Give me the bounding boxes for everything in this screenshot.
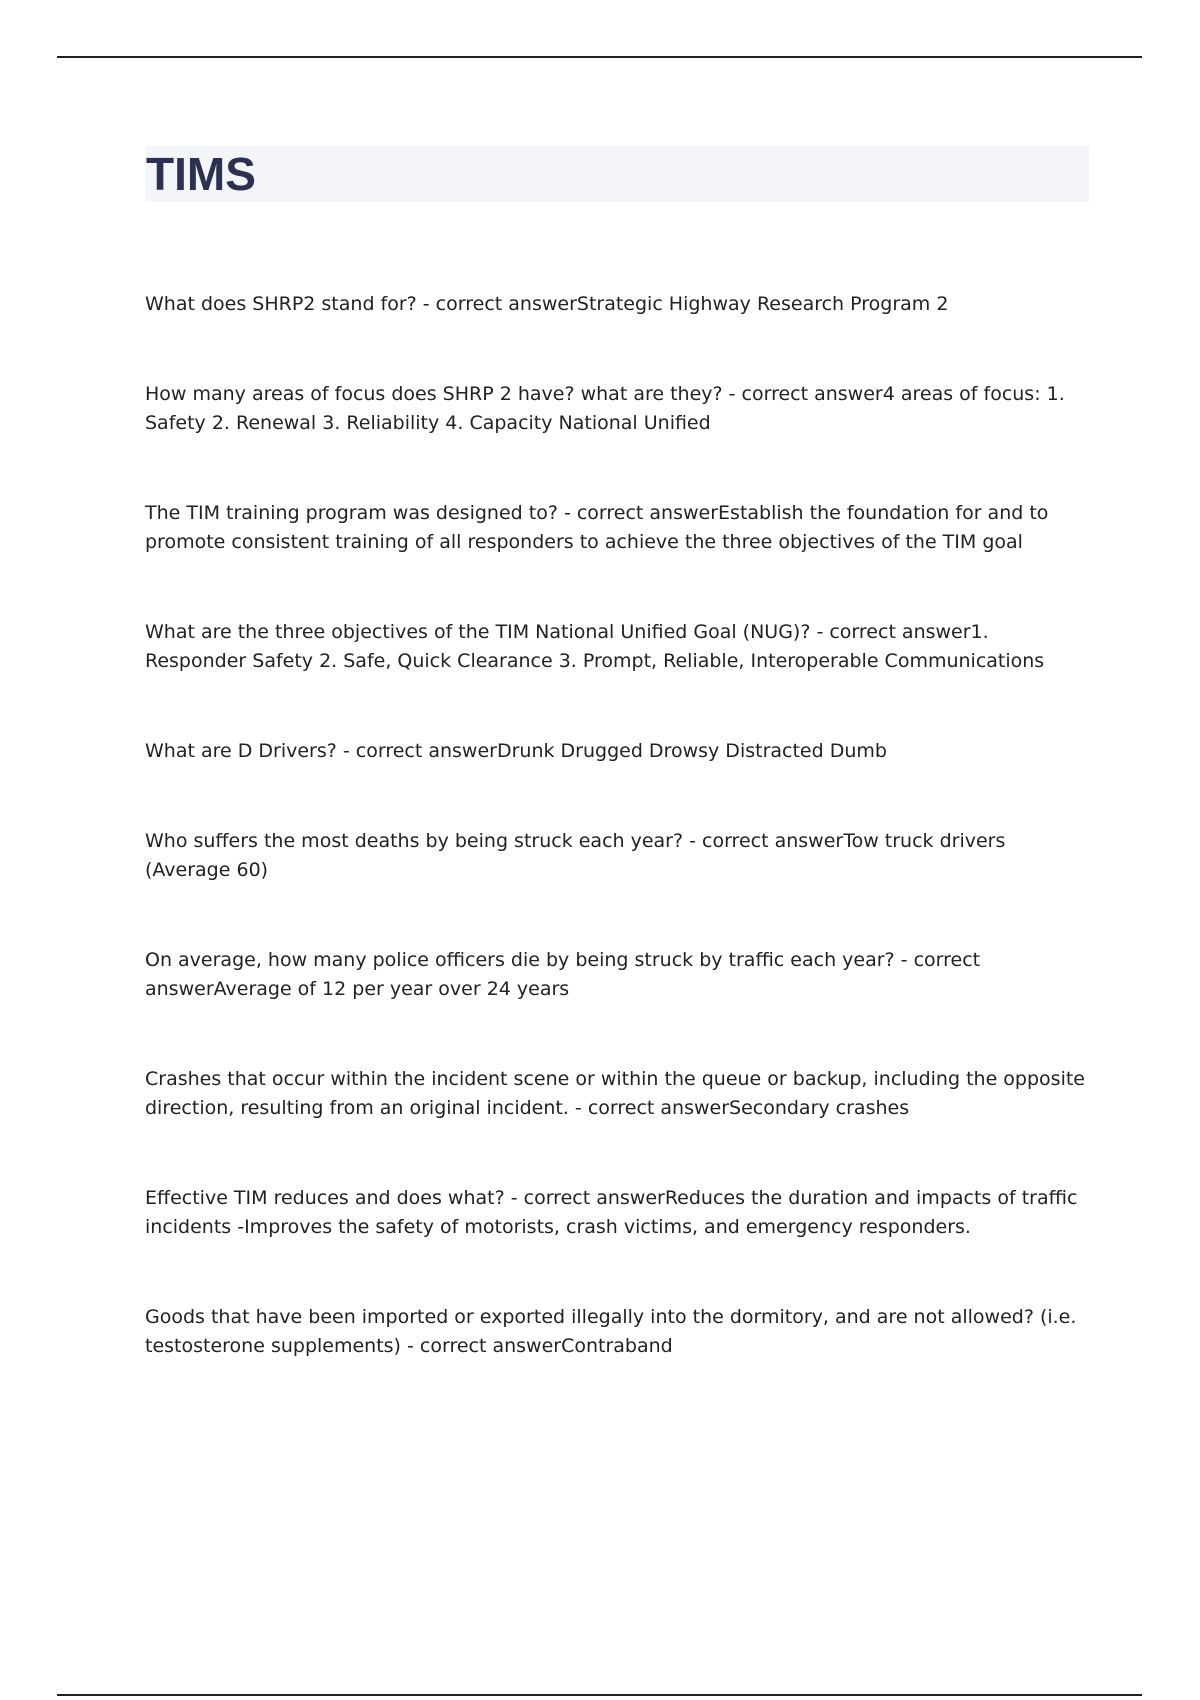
title-banner bbox=[145, 146, 1089, 202]
qa-item-9: Effective TIM reduces and does what? - correct answerReduces the duration and impacts of traffic incidents -Improves the safety of motorists, crash victims, and emergency responders. bbox=[145, 1187, 1078, 1238]
qa-item-2: How many areas of focus does SHRP 2 have? what are they? - correct answer4 areas of focus: 1. Safety 2. Renewal 3. Reliability 4. Capacity National Unified bbox=[145, 383, 1065, 434]
qa-item-8: Crashes that occur within the incident scene or within the queue or backup, including the opposite direction, resulting from an original incident. - correct answerSecondary crashes bbox=[145, 1068, 1085, 1119]
document-title: TIMS bbox=[146, 148, 256, 200]
qa-item-10: Goods that have been imported or exported illegally into the dormitory, and are not allowed? (i.e. testosterone supplements) - correct answerContraband bbox=[145, 1306, 1077, 1357]
qa-item-7: On average, how many police officers die by being struck by traffic each year? - correct answerAverage of 12 per year over 24 years bbox=[145, 949, 981, 1000]
qa-item-6: Who suffers the most deaths by being struck each year? - correct answerTow truck drivers (Average 60) bbox=[145, 830, 1006, 881]
qa-item-5: What are D Drivers? - correct answerDrunk Drugged Drowsy Distracted Dumb bbox=[145, 740, 887, 762]
qa-item-4: What are the three objectives of the TIM National Unified Goal (NUG)? - correct answer1. Responder Safety 2. Safe, Quick Clearance 3. Prompt, Reliable, Interoperable Communications bbox=[145, 621, 1045, 672]
qa-item-3: The TIM training program was designed to? - correct answerEstablish the foundation for and to promote consistent training of all responders to achieve the three objectives of the TIM goal bbox=[145, 502, 1049, 553]
qa-item-1: What does SHRP2 stand for? - correct answerStrategic Highway Research Program 2 bbox=[145, 293, 949, 315]
top-divider bbox=[57, 56, 1142, 58]
bottom-divider bbox=[57, 1694, 1142, 1696]
qa-list bbox=[145, 290, 1095, 1422]
